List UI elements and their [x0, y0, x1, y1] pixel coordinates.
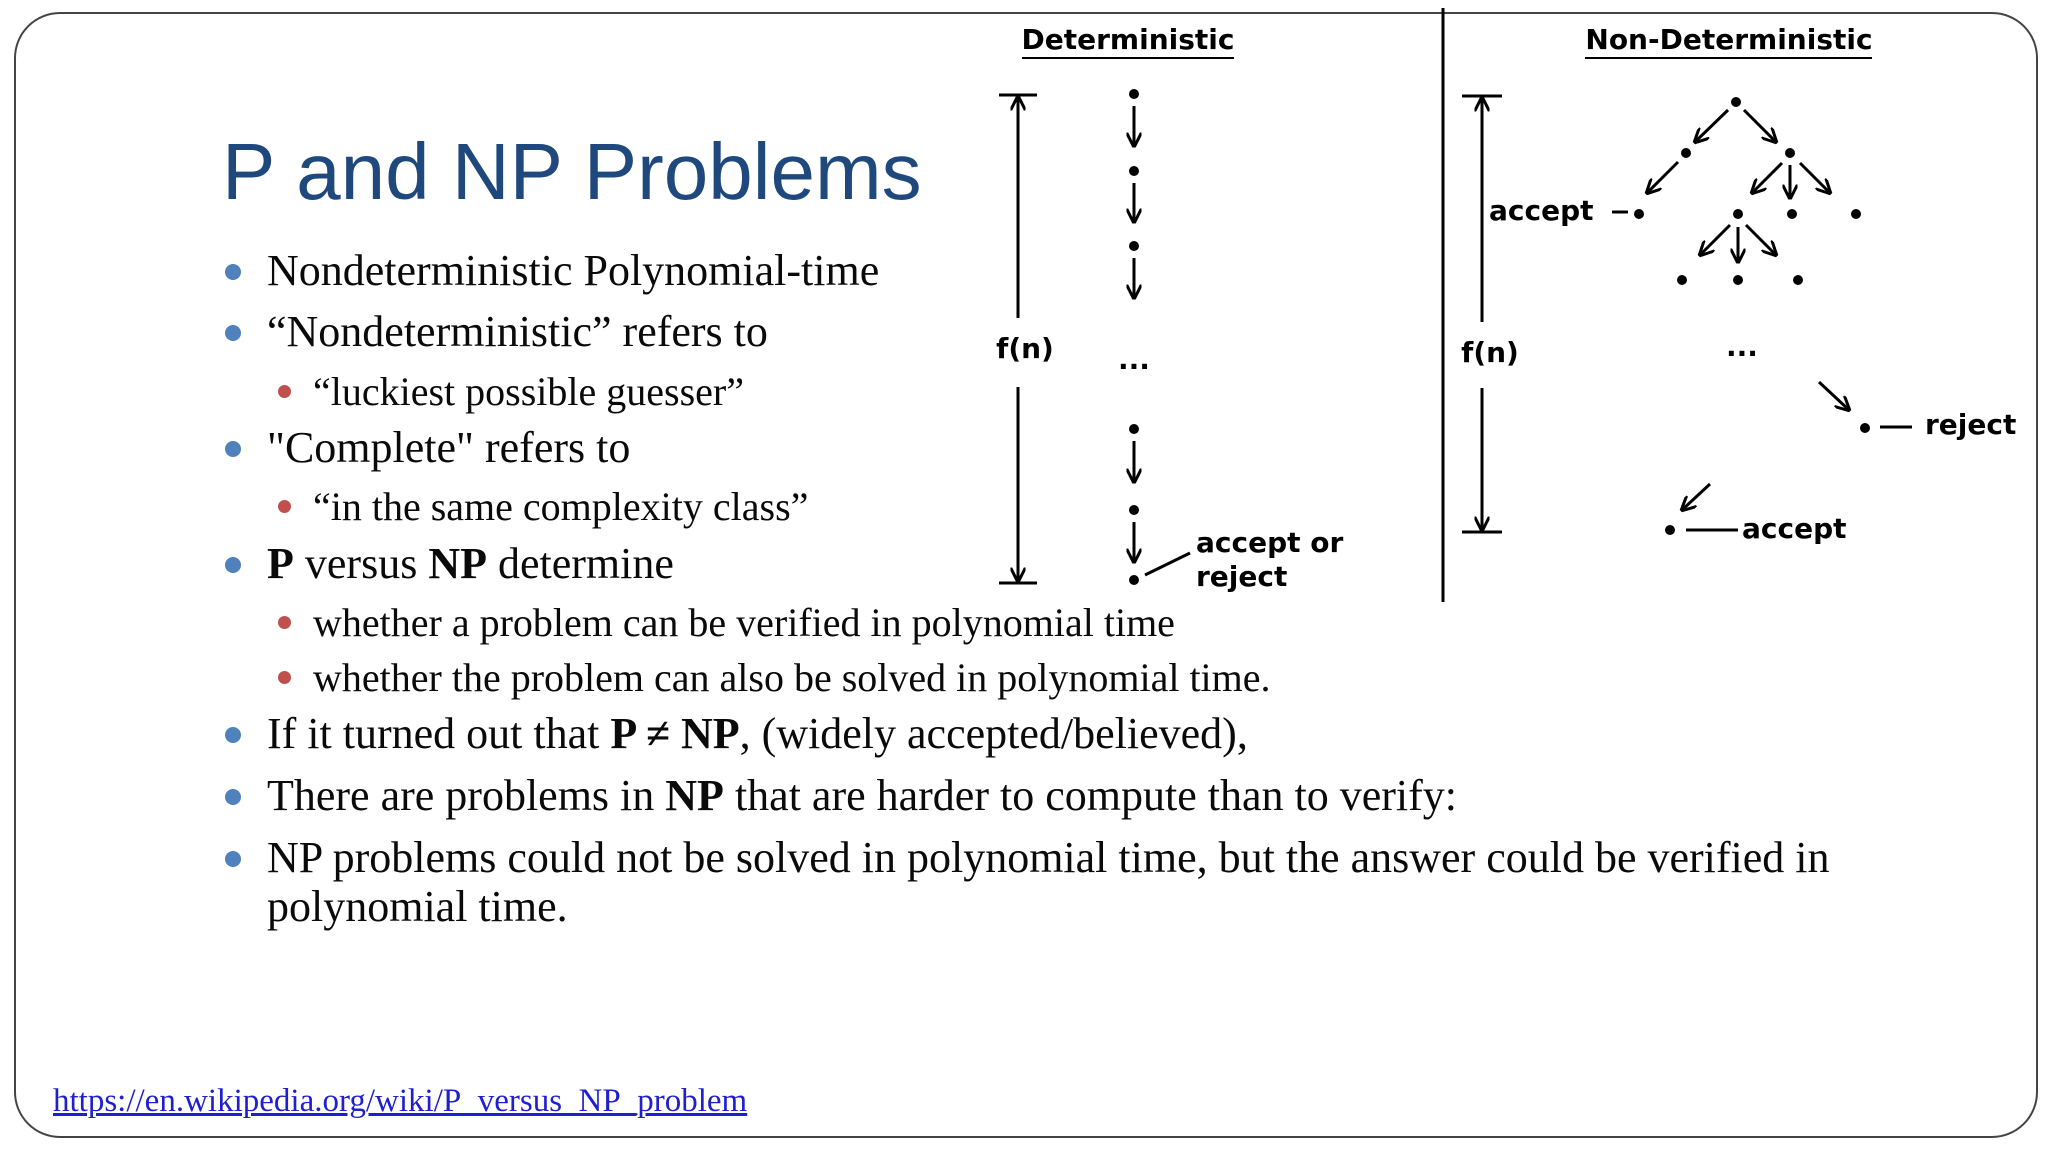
bullet-text: NP problems could not be solved in polynomial time, but the answer could be verified in: [267, 833, 1830, 882]
bullet-text: [267, 538, 674, 589]
bullet-dot: [225, 325, 241, 341]
bullet-text: [267, 708, 1248, 759]
bullet-text-continued: polynomial time.: [267, 882, 568, 931]
nondet-fn-label: f(n): [1461, 336, 1519, 369]
sub-bullet-text: “in the same complexity class”: [313, 484, 809, 529]
bullet-text: “Nondeterministic” refers to: [267, 307, 768, 356]
det-reject-label: reject: [1196, 560, 1288, 593]
det-ellipsis: ...: [1118, 343, 1150, 376]
nondet-accept-label-top: accept: [1489, 194, 1594, 227]
bullet-dot: [225, 264, 241, 280]
bullet-dot: [225, 441, 241, 457]
sub-bullet-text: whether a problem can be verified in polynomial time: [313, 600, 1175, 645]
bullet-text-part: determine: [486, 539, 674, 588]
bullet-text-part: If it turned out that: [267, 709, 611, 758]
bold-term: NP: [428, 539, 487, 588]
sub-bullet-dot: [278, 671, 291, 684]
bullet-text: Nondeterministic Polynomial-time: [267, 246, 880, 295]
bullet-dot: [225, 851, 241, 867]
bullet-text-part: that are harder to compute than to verify:: [723, 771, 1457, 820]
bullet-dot: [225, 789, 241, 805]
wikipedia-link[interactable]: https://en.wikipedia.org/wiki/P_versus_NP_problem: [53, 1083, 748, 1119]
bullet-text: "Complete" refers to: [267, 423, 631, 472]
nondet-accept-label-bottom: accept: [1742, 512, 1847, 545]
sub-bullet-text: whether the problem can also be solved in polynomial time.: [313, 655, 1271, 700]
sub-bullet-dot: [278, 500, 291, 513]
nondet-reject-label: reject: [1925, 408, 2017, 441]
det-heading: Deterministic: [1021, 23, 1235, 56]
bullet-text-part: There are problems in: [267, 771, 666, 820]
bullet-text-part: versus: [293, 539, 429, 588]
nondet-heading: Non-Deterministic: [1585, 23, 1873, 56]
bullet-text: [267, 770, 1457, 821]
det-fn-label: f(n): [996, 332, 1054, 365]
sub-bullet-dot: [278, 616, 291, 629]
det-accept-or-label: accept or: [1196, 526, 1344, 559]
nondet-ellipsis: ...: [1726, 330, 1758, 363]
slide-title: P and NP Problems: [222, 127, 922, 216]
bold-term: NP: [665, 771, 724, 820]
bullet-dot: [225, 557, 241, 573]
sub-bullet-dot: [278, 385, 291, 398]
bold-term: P ≠ NP: [610, 709, 740, 758]
bullet-dot: [225, 727, 241, 743]
bullet-text-part: , (widely accepted/believed),: [739, 709, 1248, 758]
bold-term: P: [267, 539, 294, 588]
sub-bullet-text: “luckiest possible guesser”: [313, 369, 744, 414]
